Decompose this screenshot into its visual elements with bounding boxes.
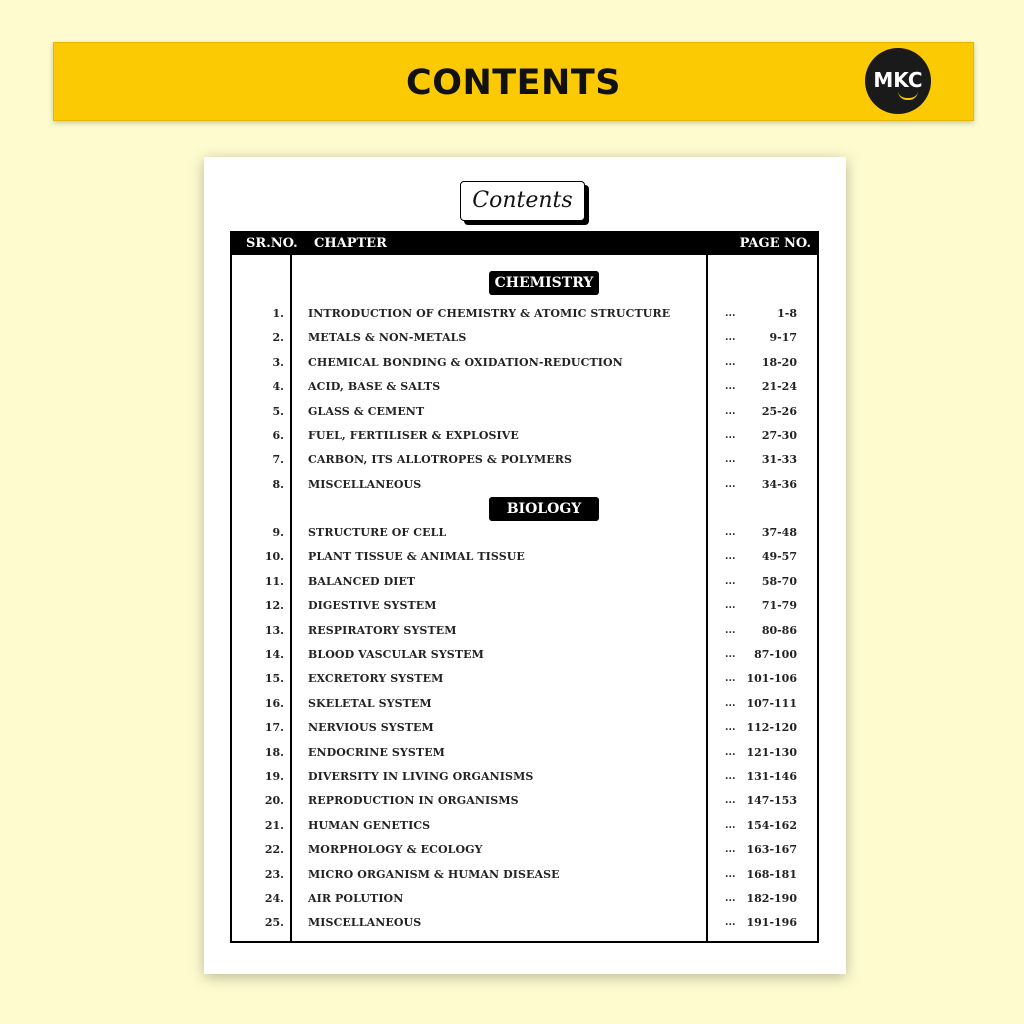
sr-number: 23. [264,867,284,881]
table-row [232,719,817,737]
leader-dots: ... [725,356,736,368]
chapter-title: DIVERSITY IN LIVING ORGANISMS [308,770,534,783]
sr-number: 11. [264,574,284,588]
chapter-title: ACID, BASE & SALTS [308,380,441,394]
sr-number: 12. [264,599,284,613]
banner-title: CONTENTS [406,63,621,103]
header-chapter: CHAPTER [314,236,387,251]
leader-dots: ... [725,454,736,466]
leader-dots: ... [725,844,736,856]
sr-number: 22. [264,843,284,857]
sr-number: 21. [264,818,284,832]
table-row [232,841,817,859]
chapter-title: PLANT TISSUE & ANIMAL TISSUE [308,550,525,564]
sr-number: 9. [272,526,284,539]
table-row [232,817,817,835]
table-row [232,646,817,664]
page-range: 1-8 [777,307,797,320]
page-range: 101-106 [746,672,797,686]
page-range: 168-181 [746,867,797,881]
table-row [232,476,817,494]
table-row [232,792,817,810]
page-range: 121-130 [746,745,797,759]
sr-number: 7. [272,453,284,467]
leader-dots: ... [725,430,736,441]
document-title: Contents [460,181,585,221]
sr-number: 14. [264,648,284,661]
page-range: 71-79 [761,599,797,613]
table-row [232,768,817,786]
chapter-title: REPRODUCTION IN ORGANISMS [308,794,519,808]
leader-dots: ... [725,649,736,660]
sr-number: 13. [264,623,284,637]
logo-smile-icon [898,91,918,100]
sr-number: 1. [272,307,284,320]
leader-dots: ... [725,478,736,490]
leader-dots: ... [725,868,736,880]
sr-number: 3. [272,355,284,369]
sr-number: 18. [264,745,284,759]
sr-number: 10. [264,550,284,564]
page-range: 27-30 [761,429,797,442]
chapter-title: BLOOD VASCULAR SYSTEM [308,648,484,661]
table-row [232,305,817,323]
leader-dots: ... [725,551,736,563]
table-row [232,670,817,688]
sr-number: 25. [264,916,284,930]
sr-number: 8. [272,477,284,491]
table-row [232,451,817,469]
chapter-title: RESPIRATORY SYSTEM [308,623,457,637]
table-row [232,354,817,372]
page-range: 87-100 [754,648,797,661]
table-header [232,233,817,255]
sr-number: 5. [272,404,284,418]
table-row [232,378,817,396]
page-range: 49-57 [761,550,797,564]
chapter-title: MISCELLANEOUS [308,916,422,930]
chapter-title: METALS & NON-METALS [308,331,467,345]
contents-table [230,231,819,943]
page-range: 80-86 [761,623,797,637]
page-range: 112-120 [746,721,797,735]
leader-dots: ... [725,819,736,831]
page-range: 21-24 [761,380,797,394]
sr-number: 4. [272,380,284,394]
page-range: 182-190 [746,892,797,905]
page-range: 163-167 [746,843,797,857]
page-range: 154-162 [746,818,797,832]
chapter-title: CARBON, ITS ALLOTROPES & POLYMERS [308,453,572,467]
page-range: 147-153 [746,794,797,808]
page-range: 58-70 [761,574,797,588]
page-range: 9-17 [769,331,797,345]
chapter-title: MORPHOLOGY & ECOLOGY [308,843,483,857]
sr-number: 15. [264,672,284,686]
table-row [232,524,817,542]
page-range: 18-20 [761,355,797,369]
header-sr-no: SR.NO. [246,236,298,251]
header-banner [53,42,974,121]
mkc-logo [865,48,931,114]
sr-number: 17. [264,721,284,735]
leader-dots: ... [725,308,736,319]
table-row [232,622,817,640]
leader-dots: ... [725,600,736,612]
page-range: 25-26 [761,404,797,418]
sr-number: 19. [264,770,284,783]
sr-number: 20. [264,794,284,808]
page-range: 191-196 [746,916,797,930]
leader-dots: ... [725,771,736,782]
leader-dots: ... [725,405,736,417]
leader-dots: ... [725,381,736,393]
page-range: 31-33 [761,453,797,467]
sr-number: 24. [264,892,284,905]
leader-dots: ... [725,332,736,344]
chapter-title: GLASS & CEMENT [308,404,425,418]
table-row [232,403,817,421]
leader-dots: ... [725,917,736,929]
leader-dots: ... [725,624,736,636]
chapter-title: CHEMICAL BONDING & OXIDATION-REDUCTION [308,355,623,369]
chapter-title: MICRO ORGANISM & HUMAN DISEASE [308,867,560,881]
leader-dots: ... [725,527,736,538]
leader-dots: ... [725,722,736,734]
page-range: 107-111 [746,696,797,710]
chapter-title: FUEL, FERTILISER & EXPLOSIVE [308,429,519,442]
logo-text: MKC [873,68,923,92]
table-row [232,597,817,615]
header-page-no: PAGE NO. [739,236,811,251]
table-row [232,573,817,591]
leader-dots: ... [725,575,736,587]
chapter-title: HUMAN GENETICS [308,818,431,832]
table-row [232,744,817,762]
table-row [232,548,817,566]
table-row [232,866,817,884]
table-row [232,695,817,713]
leader-dots: ... [725,795,736,807]
sr-number: 6. [272,429,284,442]
section-heading-biology: BIOLOGY [489,497,599,521]
chapter-title: INTRODUCTION OF CHEMISTRY & ATOMIC STRUCTURE [308,307,671,320]
table-row [232,427,817,445]
page-range: 37-48 [761,526,797,539]
chapter-title: AIR POLUTION [308,892,404,905]
sr-number: 16. [264,696,284,710]
table-row [232,329,817,347]
chapter-title: BALANCED DIET [308,574,416,588]
chapter-title: EXCRETORY SYSTEM [308,672,444,686]
chapter-title: SKELETAL SYSTEM [308,696,432,710]
chapter-title: DIGESTIVE SYSTEM [308,599,437,613]
section-heading-chemistry: CHEMISTRY [489,271,599,295]
leader-dots: ... [725,697,736,709]
table-row [232,890,817,908]
page-range: 34-36 [761,477,797,491]
table-row [232,914,817,932]
leader-dots: ... [725,746,736,758]
leader-dots: ... [725,893,736,904]
leader-dots: ... [725,673,736,685]
chapter-title: MISCELLANEOUS [308,477,422,491]
chapter-title: ENDOCRINE SYSTEM [308,745,445,759]
page-range: 131-146 [746,770,797,783]
chapter-title: NERVIOUS SYSTEM [308,721,434,735]
document-page [204,157,846,974]
sr-number: 2. [272,331,284,345]
chapter-title: STRUCTURE OF CELL [308,526,447,539]
